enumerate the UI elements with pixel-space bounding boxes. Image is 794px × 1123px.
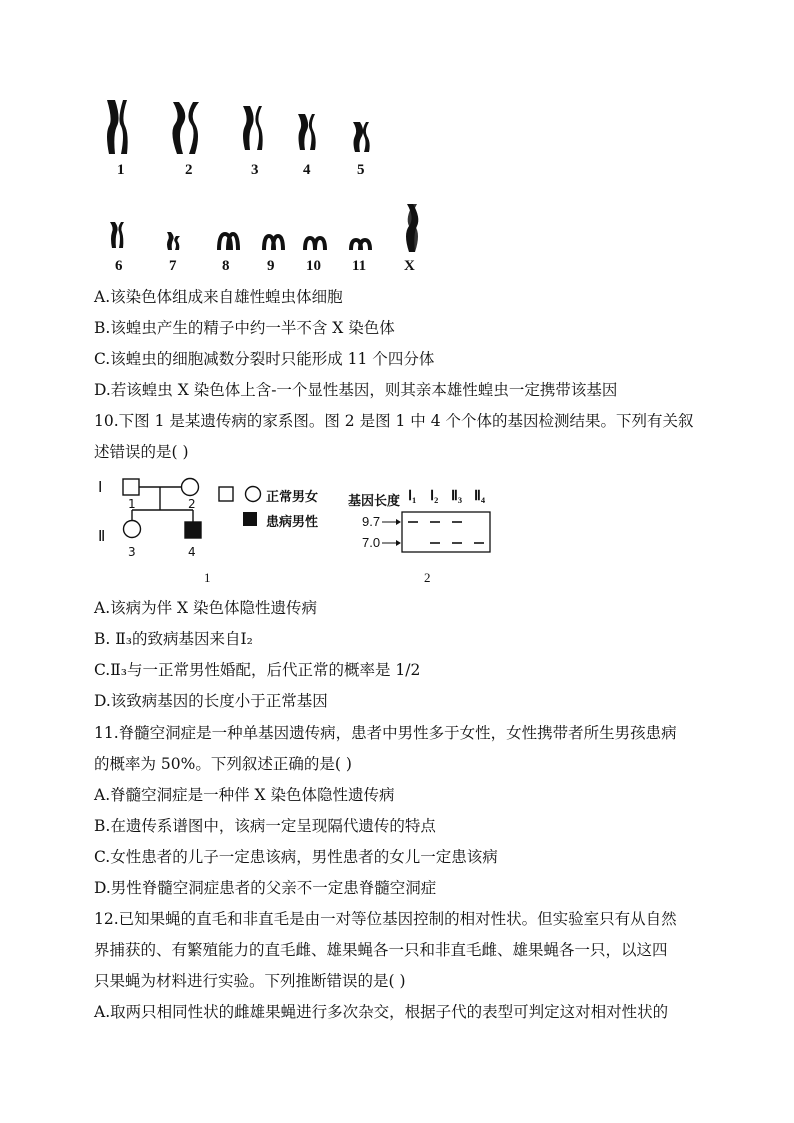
q10-option-a: A.该病为伴 X 染色体隐性遗传病 xyxy=(94,599,318,617)
karyotype-chromosomes xyxy=(95,92,435,272)
chromosome-label-3: 3 xyxy=(251,162,259,178)
q11-option-c: C.女性患者的儿子一定患该病，男性患者的女儿一定患该病 xyxy=(94,848,498,866)
q12-option-a: A.取两只相同性状的雌雄果蝇进行多次杂交，根据子代的表型可判定这对相对性状的 xyxy=(94,1003,669,1021)
chromosome-pair-11 xyxy=(351,240,370,250)
col-label-ii3: Ⅱ₃ xyxy=(451,489,463,504)
generation-label-2: Ⅱ xyxy=(98,529,106,545)
chromosome-label-x: X xyxy=(404,258,415,274)
chromosome-label-9: 9 xyxy=(267,258,275,274)
row-label-9-7: 9.7 xyxy=(362,514,381,529)
chromosome-label-7: 7 xyxy=(169,258,177,274)
figure2-caption: 2 xyxy=(424,570,431,585)
female-normal-symbol xyxy=(182,479,199,496)
chromosome-pair-5 xyxy=(353,122,370,152)
legend-male-affected xyxy=(243,512,257,526)
col-label-i2: Ⅰ₂ xyxy=(430,489,439,504)
q11-stem-line2: 的概率为 50%。下列叙述正确的是( ) xyxy=(94,755,352,773)
q10-option-b: B. Ⅱ₃的致病基因来自Ⅰ₂ xyxy=(94,630,253,648)
col-label-ii4: Ⅱ₄ xyxy=(474,489,486,504)
chromosome-label-11: 11 xyxy=(352,258,367,274)
individual-label-4: 4 xyxy=(188,545,196,559)
q9-option-a: A.该染色体组成来自雄性蝗虫体细胞 xyxy=(94,288,343,306)
q9-option-c: C.该蝗虫的细胞减数分裂时只能形成 11 个四分体 xyxy=(94,350,435,368)
chromosome-label-8: 8 xyxy=(222,258,230,274)
chromosome-label-5: 5 xyxy=(357,162,365,178)
legend-normal-label: 正常男女 xyxy=(266,490,319,505)
q10-stem-line2: 述错误的是( ) xyxy=(94,443,189,461)
chromosome-pair-4 xyxy=(298,114,316,150)
individual-label-3: 3 xyxy=(128,545,136,559)
legend-male-normal xyxy=(219,487,233,501)
chromosome-pair-2 xyxy=(172,102,199,154)
chromosome-x xyxy=(406,204,418,252)
chromosome-label-2: 2 xyxy=(185,162,193,178)
q10-option-c: C.Ⅱ₃与一正常男性婚配，后代正常的概率是 1/2 xyxy=(94,661,421,679)
legend-affected-label: 患病男性 xyxy=(266,515,319,530)
chromosome-pair-1 xyxy=(107,100,128,154)
individual-label-2: 2 xyxy=(188,497,196,511)
generation-label-1: Ⅰ xyxy=(98,480,103,496)
male-affected-symbol xyxy=(185,522,201,538)
gel-bands xyxy=(380,508,495,556)
q12-stem-line1: 12.已知果蝇的直毛和非直毛是由一对等位基因控制的相对性状。但实验室只有从自然 xyxy=(94,910,677,928)
chromosome-pair-9 xyxy=(264,236,283,250)
q9-option-d: D.若该蝗虫 X 染色体上含-一个显性基因，则其亲本雄性蝗虫一定携带该基因 xyxy=(94,381,618,399)
q11-option-d: D.男性脊髓空洞症患者的父亲不一定患脊髓空洞症 xyxy=(94,879,437,897)
q9-option-b: B.该蝗虫产生的精子中约一半不含 X 染色体 xyxy=(94,319,395,337)
chromosome-pair-6 xyxy=(110,222,124,248)
q11-stem-line1: 11.脊髓空洞症是一种单基因遗传病，患者中男性多于女性，女性携带者所生男孩患病 xyxy=(94,724,677,742)
q11-option-a: A.脊髓空洞症是一种伴 X 染色体隐性遗传病 xyxy=(94,786,395,804)
figure1-caption: 1 xyxy=(204,570,211,585)
q12-stem-line2: 界捕获的、有繁殖能力的直毛雌、雄果蝇各一只和非直毛雌、雄果蝇各一只，以这四 xyxy=(94,941,668,959)
legend-female-normal xyxy=(246,487,261,502)
gene-length-header: 基因长度 xyxy=(348,494,401,509)
chromosome-pair-3 xyxy=(243,106,263,150)
female-normal-symbol xyxy=(124,521,141,538)
q11-option-b: B.在遗传系谱图中，该病一定呈现隔代遗传的特点 xyxy=(94,817,436,835)
chromosome-label-4: 4 xyxy=(303,162,311,178)
chromosome-label-10: 10 xyxy=(306,258,321,274)
chromosome-pair-8 xyxy=(219,234,238,250)
q10-option-d: D.该致病基因的长度小于正常基因 xyxy=(94,692,328,710)
chromosome-label-1: 1 xyxy=(117,162,125,178)
q12-stem-line3: 只果蝇为材料进行实验。下列推断错误的是( ) xyxy=(94,972,406,990)
chromosome-pair-10 xyxy=(305,238,325,250)
individual-label-1: 1 xyxy=(128,497,136,511)
q10-stem-line1: 10.下图 1 是某遗传病的家系图。图 2 是图 1 中 4 个个体的基因检测结果。下列有关叙 xyxy=(94,412,694,430)
row-label-7-0: 7.0 xyxy=(362,535,381,550)
col-label-i1: Ⅰ₁ xyxy=(408,489,417,504)
male-normal-symbol xyxy=(123,479,139,495)
chromosome-label-6: 6 xyxy=(115,258,123,274)
chromosome-pair-7 xyxy=(167,232,180,250)
